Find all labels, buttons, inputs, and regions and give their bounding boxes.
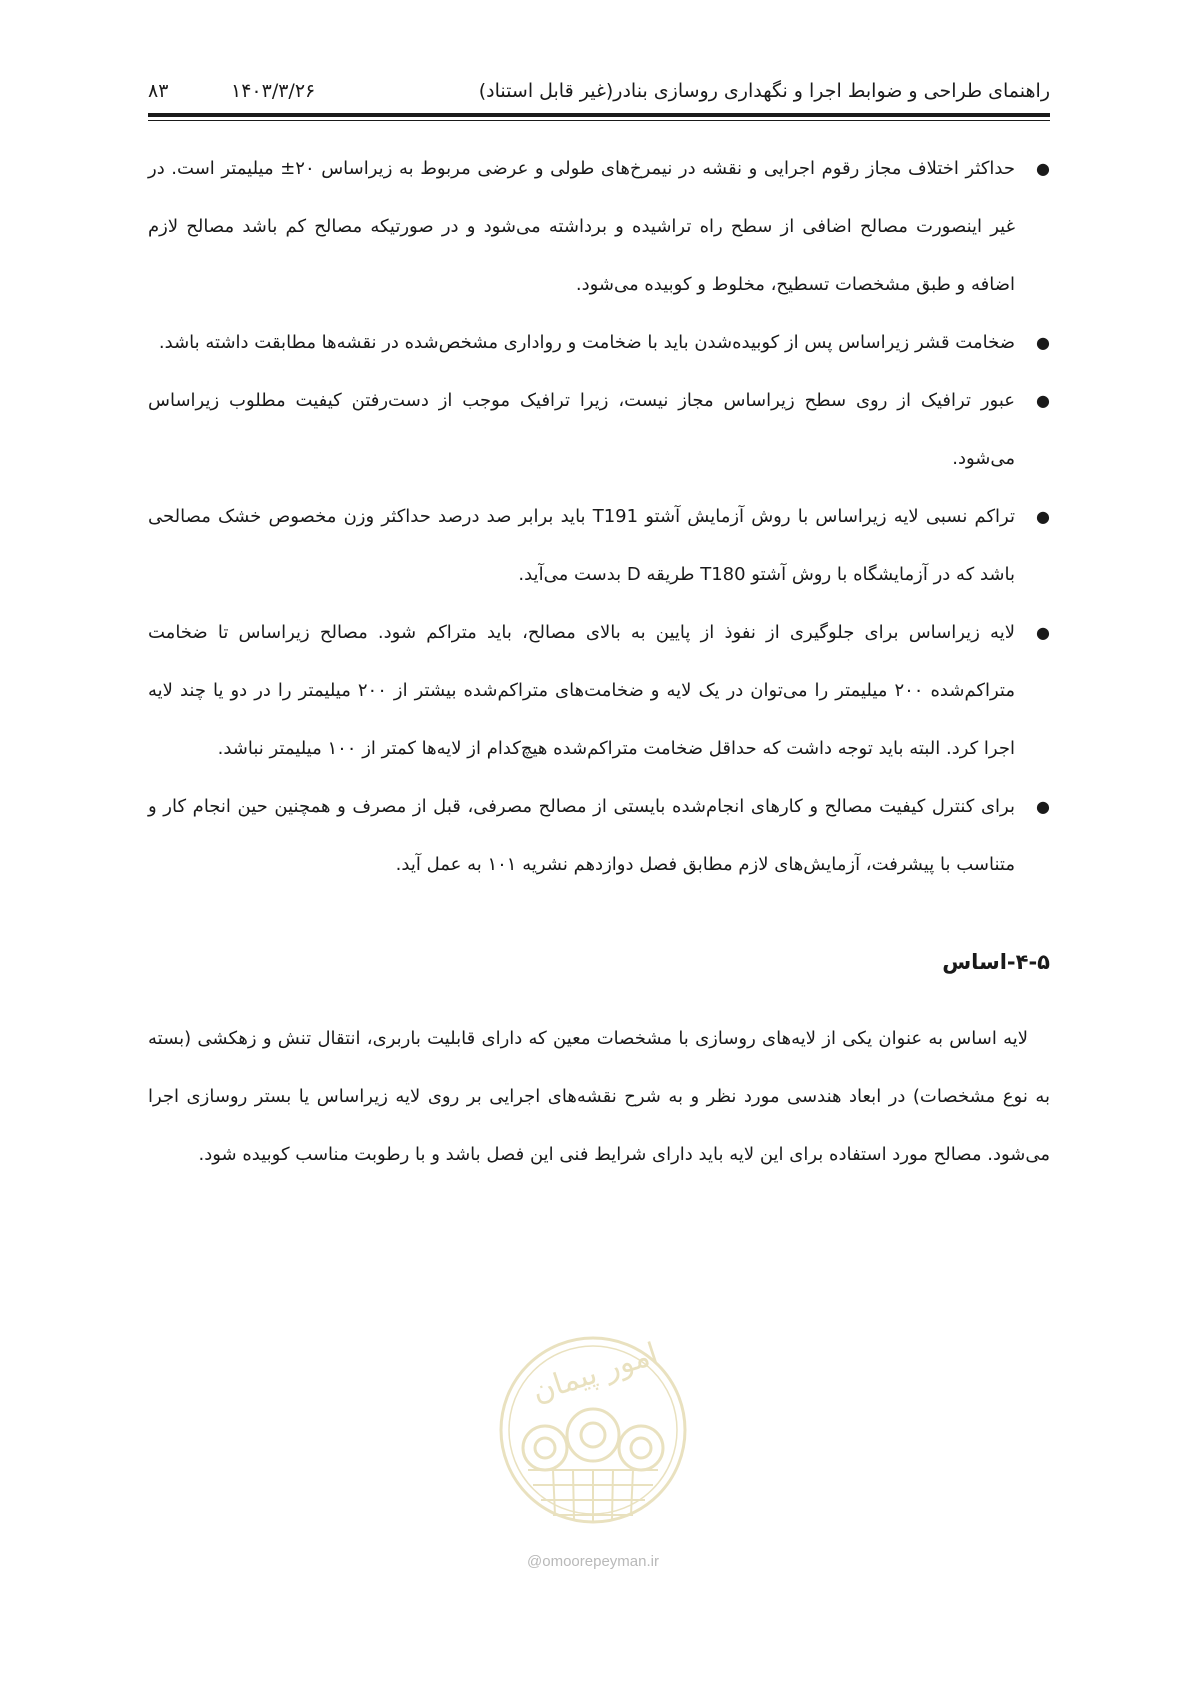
bullet-icon: ● (1036, 797, 1050, 816)
watermark-url: @omoorepeyman.ir (527, 1553, 659, 1570)
bullet-icon: ● (1036, 333, 1050, 352)
watermark-seal-text: امور پیمان (527, 1336, 663, 1410)
header-date: ۱۴۰۳/۳/۲۶ (231, 80, 316, 102)
page-number: ۸۳ (148, 80, 169, 102)
list-item-text: برای کنترل کیفیت مصالح و کارهای انجام‌شده بایستی از مصالح مصرفی، قبل از مصرف و همچنین حین انجام کار و متناسب با پیشرفت، آزمایش‌های لازم مطابق فصل دوازدهم نشریه ۱۰۱ به عمل آید. (148, 796, 1015, 875)
list-item-text: حداکثر اختلاف مجاز رقوم اجرایی و نقشه در نیمرخ‌های طولی و عرضی مربوط به زیراساس ۲۰± میلیمتر است. در غیر اینصورت مصالح اضافی از سطح راه تراشیده و برداشته می‌شود و در صورتیکه مصالح کم باشد مصالح لازم اضافه و طبق مشخصات تسطیح، مخلوط و کوبیده می‌شود. (148, 158, 1016, 295)
section-heading: ۴-۵-اساس (942, 950, 1050, 974)
header-title: راهنمای طراحی و ضوابط اجرا و نگهداری روسازی بنادر(غیر قابل استناد) (478, 80, 1050, 102)
body-content (148, 140, 1050, 1184)
list-item (148, 372, 1050, 488)
list-item-text: لایه زیراساس برای جلوگیری از نفوذ از پایین به بالای مصالح، باید متراکم شود. مصالح زیراساس تا ضخامت متراکم‌شده ۲۰۰ میلیمتر را می‌توان در یک لایه و ضخامت‌های متراکم‌شده بیشتر از ۲۰۰ میلیمتر را در دو یا چند لایه اجرا کرد. البته باید توجه داشت که حداقل ضخامت متراکم‌شده هیچ‌کدام از لایه‌ها کمتر از ۱۰۰ میلیمتر نباشد. (148, 622, 1015, 759)
header-rule-thin (148, 120, 1050, 121)
header-rule-thick (148, 113, 1050, 117)
bullet-icon: ● (1036, 507, 1050, 526)
page-header (148, 74, 1050, 114)
bullet-icon: ● (1036, 159, 1050, 178)
bullet-icon: ● (1036, 623, 1050, 642)
list-item (148, 778, 1050, 894)
list-item (148, 488, 1050, 604)
list-item (148, 604, 1050, 778)
list-item (148, 140, 1050, 314)
section-paragraph: لایه اساس به عنوان یکی از لایه‌های روسازی با مشخصات معین که دارای قابلیت باربری، انتقال تنش و زهکشی (بسته به نوع مشخصات) در ابعاد هندسی مورد نظر و به شرح نقشه‌های اجرایی بر روی لایه زیراساس یا بستر روسازی اجرا می‌شود. مصالح مورد استفاده برای این لایه باید دارای شرایط فنی این فصل باشد و با رطوبت مناسب کوبیده شود. (148, 1028, 1050, 1165)
list-item-text: تراکم نسبی لایه زیراساس با روش آزمایش آشتو T191 باید برابر صد درصد حداکثر وزن مخصوص خشک مصالحی باشد که در آزمایشگاه با روش آشتو T180 طریقه D بدست می‌آید. (148, 506, 1015, 585)
list-item-text: عبور ترافیک از روی سطح زیراساس مجاز نیست، زیرا ترافیک موجب از دست‌رفتن کیفیت مطلوب زیراساس می‌شود. (148, 390, 1015, 469)
watermark-seal-icon (493, 1320, 693, 1580)
list-item (148, 314, 1050, 372)
list-item-text: ضخامت قشر زیراساس پس از کوبیده‌شدن باید با ضخامت و رواداری مشخص‌شده در نقشه‌ها مطابقت داشته باشد. (158, 332, 1015, 353)
bullet-icon: ● (1036, 391, 1050, 410)
bullet-list (148, 140, 1050, 894)
